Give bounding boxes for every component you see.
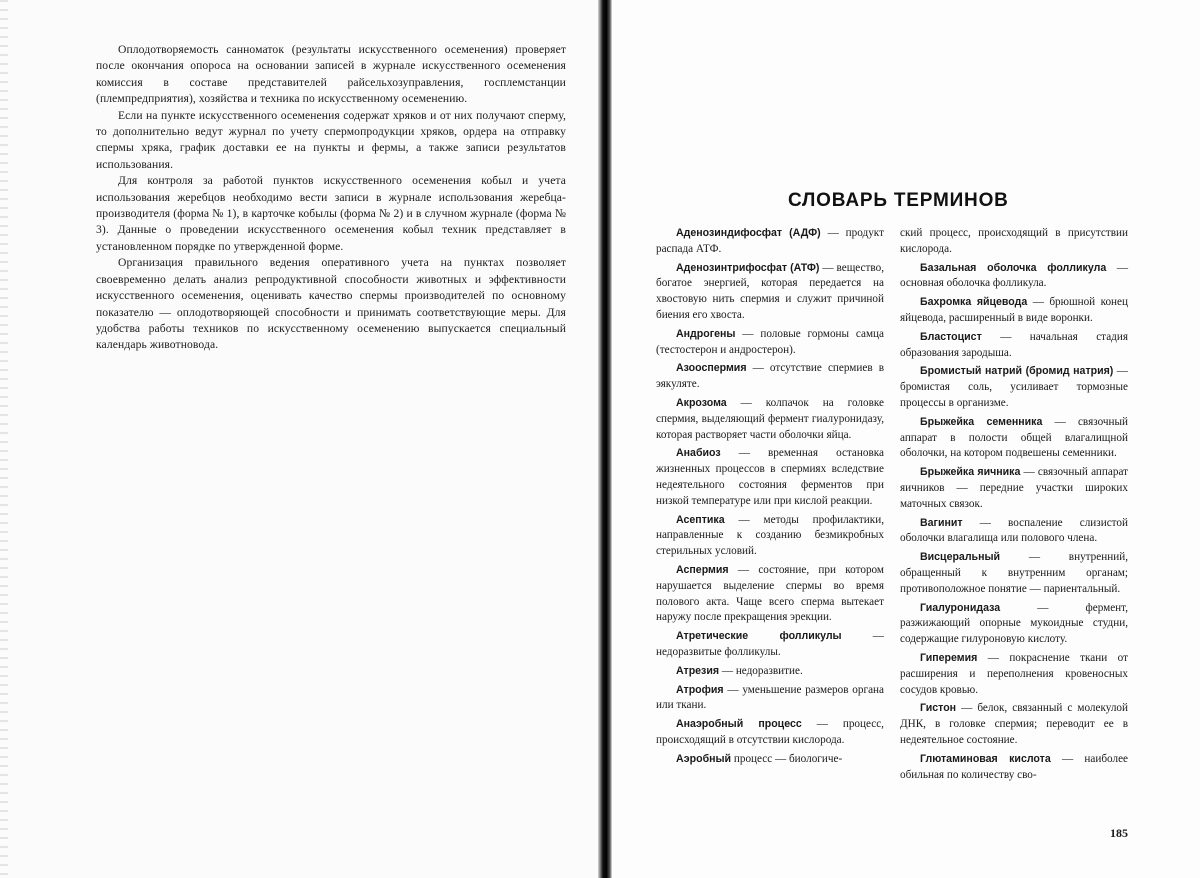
paragraph: Для контроля за работой пунктов искусственного осеменения кобыл и учета использования жеребцов необходимо вести записи в журнале использования жеребца-производителя (форма № 1), в карточке кобылы (форма № 2) и в случном журнале (форма № 3). Данные о проведении искусственного осеменения кобыл техник представляет в установленном порядке по утвержденной форме. [96, 174, 566, 253]
glossary-definition: — процесс, происходящий в отсутствии кислорода. [656, 718, 884, 746]
glossary-term: Брыжейка семенника [920, 415, 1043, 428]
glossary-term: Асептика [676, 513, 725, 526]
glossary-definition: — покраснение ткани от расширения и переполнения кровеносных сосудов кровью. [900, 651, 1128, 696]
glossary-term: Аспермия [676, 563, 729, 576]
glossary-definition: — половые гормоны самца (тестостерон и андростерон). [656, 327, 884, 356]
glossary-entry [656, 446, 884, 509]
glossary-column-2 [900, 226, 1128, 786]
glossary-term: Атретические фолликулы [676, 630, 842, 643]
glossary-definition: — наиболее обильная по количеству сво- [900, 752, 1128, 781]
paragraph: Если на пункте искусственного осеменения содержат хряков и от них получают сперму, то дополнительно ведут журнал по учету спермопродукции хряков, ордера на отправку спермы хряка, график доставки ее на пункты и фермы, а также записи результатов использования. [96, 108, 566, 171]
glossary-definition: — методы профилактики, направленные к созданию безмикробных стерильных условий. [656, 513, 884, 558]
glossary-term: Атрофия [676, 683, 724, 696]
glossary-entry [900, 465, 1128, 512]
glossary-term: Висцеральный [920, 551, 1001, 564]
glossary-entry [656, 226, 884, 258]
glossary-entry [900, 516, 1128, 548]
glossary-definition: — бромистая соль, усиливает тормозные процессы в организме. [900, 365, 1128, 409]
glossary-definition: — фермент, разжижающий опорные мукоидные студни, содержащие гилуроновую кислоту. [900, 601, 1128, 646]
glossary-entry [656, 683, 884, 715]
glossary-definition: — уменьшение размеров органа или ткани. [656, 683, 884, 712]
glossary-entry [900, 651, 1128, 698]
glossary-term: Бромистый натрий (бромид натрия) [920, 365, 1114, 378]
glossary-definition: — воспаление слизистой оболочки влагалища или полового члена. [900, 516, 1128, 545]
glossary-column-1 [656, 226, 884, 771]
glossary-definition: — состояние, при котором нарушается выделение спермы во время полового акта. Чаще всего сперма вытекает наружу после прекращения эрекции. [656, 563, 884, 624]
glossary-definition: — связочный аппарат в полости общей влагалищной оболочки, на котором подвешены семенники. [900, 415, 1128, 460]
glossary-entry [900, 701, 1128, 748]
glossary-term: Акрозома [676, 396, 727, 409]
glossary-entry [900, 261, 1128, 293]
glossary-definition: — недоразвитие. [719, 664, 803, 677]
paragraph: Организация правильного ведения оперативного учета на пунктах позволяет своевременно делать анализ репродуктивной способности животных и эффективности искусственного осеменения, оценивать качество спермы производителей по основному показателю — оплодотворяющей способности и принимать соответствующие меры. Для удобства работы техников по искусственному осеменению выпускается специальный календарь животновода. [96, 256, 566, 352]
glossary-entry [656, 327, 884, 359]
glossary-term: Анаэробный процесс [676, 718, 802, 731]
glossary-entry [656, 396, 884, 443]
glossary-entry [900, 601, 1128, 648]
glossary-definition: — основная оболочка фолликула. [900, 261, 1129, 290]
glossary-entry [656, 563, 884, 626]
glossary-entry [900, 415, 1128, 462]
book-spine [598, 0, 612, 878]
glossary-definition: процесс — биологиче- [731, 752, 843, 765]
glossary-entry [900, 330, 1128, 362]
glossary-term: Базальная оболочка фолликула [920, 261, 1107, 274]
glossary-definition: — белок, связанный с молекулой ДНК, в головке спермия; переводит ее в недеятельное состояние. [900, 702, 1128, 746]
paragraph: Оплодотворяемость санноматок (результаты искусственного осеменения) проверяет после окончания опороса на основании записей в журнале искусственного осеменения комиссия в составе представителей райсельхозуправления, госплемстанции (племпредприятия), хозяйства и техника по искусственному осеменению. [96, 43, 566, 106]
glossary-definition: — начальная стадия образования зародыша. [900, 330, 1128, 359]
glossary-definition: — связочный аппарат яичников — передние участки широких маточных связок. [900, 466, 1129, 510]
glossary-term: Аденозинтрифосфат (АТФ) [676, 261, 820, 274]
glossary-entry [900, 226, 1128, 258]
glossary-entry [900, 364, 1128, 411]
glossary-definition: — внутренний, обращенный к внутренним органам; противоположное понятие — париентальный. [900, 551, 1128, 595]
glossary-term: Бластоцист [920, 330, 982, 343]
glossary-entry [900, 550, 1128, 597]
glossary-definition: — недоразвитые фолликулы. [656, 630, 884, 658]
glossary-entry [656, 717, 884, 749]
glossary-definition: — брюшной конец яйцевода, расширенный в виде воронки. [900, 296, 1128, 324]
glossary-term: Азооспермия [676, 362, 747, 375]
glossary-term: Аэробный [676, 752, 732, 765]
glossary-definition: — временная остановка жизненных процессов в спермиях вследствие недеятельного состояния ферментов при низкой температуре или при кислой реакции. [656, 447, 884, 507]
glossary-entry [656, 629, 884, 661]
glossary-term: Анабиоз [676, 447, 721, 460]
glossary-term: Аденозиндифосфат (АДФ) [676, 227, 821, 239]
glossary-term: Гиалуронидаза [920, 601, 1001, 614]
glossary-entry [900, 295, 1128, 327]
glossary-entry [656, 752, 884, 768]
glossary-term: Глютаминовая кислота [920, 752, 1051, 765]
glossary-heading: СЛОВАРЬ ТЕРМИНОВ [788, 190, 1009, 211]
glossary-entry [656, 261, 884, 324]
glossary-definition: — колпачок на головке спермия, выделяющий фермент гиалуронидазу, которая растворяет части оболочки яйца. [656, 396, 884, 441]
glossary-term: Вагинит [920, 516, 963, 529]
glossary-entry [656, 513, 884, 560]
glossary-entry [900, 752, 1128, 784]
glossary-term: Гистон [920, 702, 957, 715]
glossary-definition: — продукт распада АТФ. [656, 227, 884, 255]
glossary-term: Бахромка яйцевода [920, 296, 1028, 309]
glossary-definition: — вещество, богатое энергией, которая передается на хвостовую нить спермия и служит причиной биения его хвоста. [656, 261, 885, 321]
glossary-definition: — отсутствие спермиев в эякуляте. [656, 362, 884, 391]
page-edge-shadow [0, 0, 8, 878]
glossary-entry [656, 664, 884, 680]
glossary-term: Атрезия [676, 664, 720, 677]
glossary-term: Андрогены [676, 327, 736, 340]
glossary-term: Брыжейка яичника [920, 466, 1021, 479]
glossary-entry [656, 361, 884, 393]
glossary-definition: ский процесс, происходящий в присутствии кислорода. [900, 227, 1128, 255]
page-number: 185 [1110, 826, 1128, 840]
left-page-text [96, 42, 566, 354]
glossary-term: Гиперемия [920, 651, 978, 664]
